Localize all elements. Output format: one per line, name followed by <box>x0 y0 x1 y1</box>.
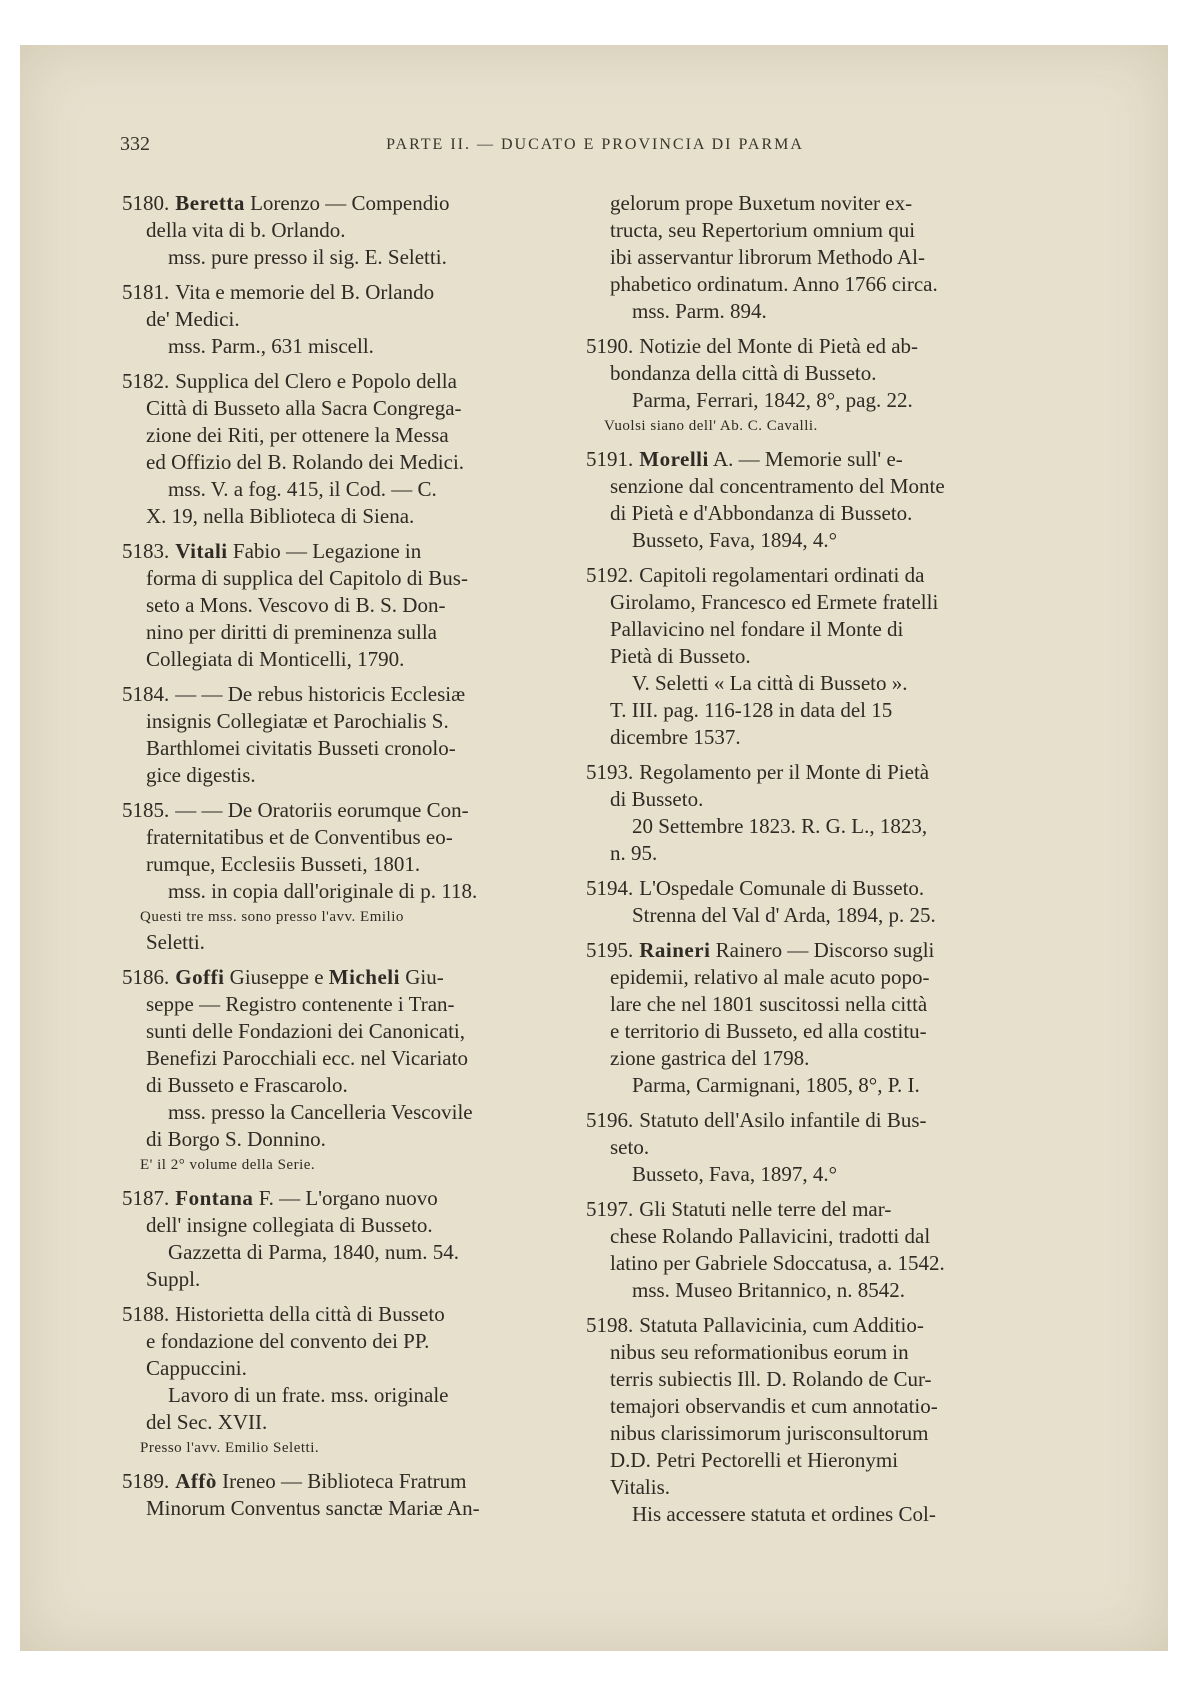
entry-text: Vita e memorie del B. Orlando <box>175 280 435 304</box>
entry-text: Statuta Pallavicinia, cum Additio- <box>639 1313 924 1337</box>
entry-text: di Pietà e d'Abbondanza di Busseto. <box>610 501 913 525</box>
entry-text: Rainero — Discorso sugli <box>715 938 935 962</box>
entry-text: di Borgo S. Donnino. <box>146 1127 326 1151</box>
entry-text: Vuolsi siano dell' Ab. C. Cavalli. <box>604 418 818 434</box>
entry-text: Pallavicino nel fondare il Monte di <box>610 617 904 641</box>
entry-line <box>586 1196 1050 1223</box>
bibliography-entry <box>122 797 552 956</box>
entry-text: zione gastrica del 1798. <box>610 1046 810 1070</box>
left-column <box>122 190 552 1530</box>
entry-text: di Busseto. <box>610 787 704 811</box>
entry-line <box>586 1393 1050 1420</box>
entry-text: zione dei Riti, per ottenere la Messa <box>146 423 449 447</box>
entry-text: dicembre 1537. <box>610 725 741 749</box>
bibliography-entry <box>586 937 1050 1099</box>
bibliography-entry <box>122 368 552 530</box>
entry-line <box>122 1045 552 1072</box>
entry-line <box>586 1161 1050 1188</box>
entry-text: Girolamo, Francesco ed Ermete fratelli <box>610 590 939 614</box>
bibliography-entry <box>122 538 552 673</box>
entry-text: insignis Collegiatæ et Parochialis S. <box>146 709 449 733</box>
entry-line <box>586 527 1050 554</box>
bibliography-entry <box>586 1196 1050 1304</box>
entry-text: Gli Statuti nelle terre del mar- <box>639 1197 892 1221</box>
entry-number: 5198. <box>586 1313 634 1337</box>
entry-text: Parma, Ferrari, 1842, 8°, pag. 22. <box>632 388 913 412</box>
entry-line <box>586 1420 1050 1447</box>
entry-text: mss. Parm., 631 miscell. <box>168 334 374 358</box>
entry-text: Presso l'avv. Emilio Seletti. <box>140 1440 320 1456</box>
bibliography-entry <box>586 562 1050 751</box>
entry-text: Fabio — Legazione in <box>232 539 422 563</box>
entry-text: e territorio di Busseto, ed alla costitu- <box>610 1019 927 1043</box>
entry-text: Busseto, Fava, 1894, 4.° <box>632 528 837 552</box>
running-title: PARTE II. — DUCATO E PROVINCIA DI PARMA <box>386 136 804 153</box>
author-name: Fontana <box>175 1186 254 1210</box>
entry-text: gelorum prope Buxetum noviter ex- <box>610 191 913 215</box>
entry-line <box>586 414 1050 438</box>
entry-text: A. — Memorie sull' e- <box>712 447 903 471</box>
entry-line <box>122 735 552 762</box>
entry-text: Seletti. <box>146 930 205 954</box>
bibliography-entry <box>586 759 1050 867</box>
entry-text: Barthlomei civitatis Busseti cronolo- <box>146 736 456 760</box>
entry-number: 5181. <box>122 280 170 304</box>
entry-line <box>122 333 552 360</box>
author-name: Morelli <box>639 447 709 471</box>
entry-line <box>122 1468 552 1495</box>
entry-line <box>122 1355 552 1382</box>
entry-text: Regolamento per il Monte di Pietà <box>639 760 930 784</box>
entry-line <box>122 1212 552 1239</box>
entry-line <box>122 824 552 851</box>
entry-line <box>122 1409 552 1436</box>
entry-text: — — De Oratoriis eorumque Con- <box>175 798 469 822</box>
entry-number: 5182. <box>122 369 170 393</box>
entry-line <box>586 875 1050 902</box>
entry-line <box>122 503 552 530</box>
entry-line <box>122 1382 552 1409</box>
entry-line <box>122 929 552 956</box>
entry-number: 5197. <box>586 1197 634 1221</box>
entry-line <box>122 1266 552 1293</box>
entry-line <box>586 500 1050 527</box>
entry-text: mss. in copia dall'originale di p. 118. <box>168 879 478 903</box>
entry-line <box>586 298 1050 325</box>
bibliography-entry <box>586 875 1050 929</box>
author-name: Beretta <box>175 191 245 215</box>
entry-line <box>122 708 552 735</box>
entry-text: F. — L'organo nuovo <box>258 1186 438 1210</box>
entry-number: 5183. <box>122 539 170 563</box>
entry-line <box>122 851 552 878</box>
entry-line <box>122 1328 552 1355</box>
entry-text: Giuseppe e <box>229 965 324 989</box>
page-number: 332 <box>120 133 150 155</box>
entry-text: terris subiectis Ill. D. Rolando de Cur- <box>610 1367 932 1391</box>
entry-line <box>586 360 1050 387</box>
entry-line <box>122 190 552 217</box>
entry-line <box>586 1134 1050 1161</box>
entry-number: 5180. <box>122 191 170 215</box>
entry-text: Cappuccini. <box>146 1356 247 1380</box>
author-name: Affò <box>175 1469 217 1493</box>
entry-text: Gazzetta di Parma, 1840, num. 54. <box>168 1240 460 1264</box>
entry-number: 5196. <box>586 1108 634 1132</box>
entry-number: 5190. <box>586 334 634 358</box>
entry-line <box>122 244 552 271</box>
page-header <box>120 133 1070 163</box>
entry-text: nino per diritti di preminenza sulla <box>146 620 438 644</box>
entry-text: Ireneo — Biblioteca Fratrum <box>222 1469 467 1493</box>
entry-number: 5185. <box>122 798 170 822</box>
entry-text: His accessere statuta et ordines Col- <box>632 1502 936 1526</box>
entry-line <box>586 387 1050 414</box>
entry-line <box>586 1474 1050 1501</box>
entry-text: tructa, seu Repertorium omnium qui <box>610 218 916 242</box>
entry-text: seto a Mons. Vescovo di B. S. Don- <box>146 593 446 617</box>
entry-number: 5193. <box>586 760 634 784</box>
scanned-page <box>20 45 1168 1651</box>
bibliography-entry <box>586 1312 1050 1528</box>
entry-line <box>122 681 552 708</box>
entry-line <box>586 1250 1050 1277</box>
entry-text: Città di Busseto alla Sacra Congrega- <box>146 396 462 420</box>
entry-line <box>586 616 1050 643</box>
entry-line <box>586 446 1050 473</box>
bibliography-entry <box>586 190 1050 325</box>
entry-text: Vitalis. <box>610 1475 670 1499</box>
entry-line <box>586 1107 1050 1134</box>
entry-number: 5188. <box>122 1302 170 1326</box>
entry-text: Pietà di Busseto. <box>610 644 751 668</box>
entry-line <box>122 395 552 422</box>
entry-text: E' il 2° volume della Serie. <box>140 1157 316 1173</box>
entry-text: X. 19, nella Biblioteca di Siena. <box>146 504 415 528</box>
entry-line <box>122 1301 552 1328</box>
entry-text: bondanza della città di Busseto. <box>610 361 877 385</box>
bibliography-entry <box>122 1301 552 1460</box>
entry-line <box>586 190 1050 217</box>
author-name: Micheli <box>328 965 400 989</box>
entry-number: 5191. <box>586 447 634 471</box>
entry-line <box>122 422 552 449</box>
entry-line <box>122 1099 552 1126</box>
entry-line <box>122 368 552 395</box>
entry-line <box>122 964 552 991</box>
bibliography-entry <box>586 446 1050 554</box>
author-name: Goffi <box>175 965 225 989</box>
entry-line <box>122 1185 552 1212</box>
entry-line <box>122 538 552 565</box>
entry-text: 20 Settembre 1823. R. G. L., 1823, <box>632 814 928 838</box>
entry-text: gice digestis. <box>146 763 256 787</box>
entry-line <box>586 697 1050 724</box>
entry-text: phabetico ordinatum. Anno 1766 circa. <box>610 272 938 296</box>
entry-text: mss. pure presso il sig. E. Seletti. <box>168 245 447 269</box>
entry-text: chese Rolando Pallavicini, tradotti dal <box>610 1224 931 1248</box>
entry-line <box>122 565 552 592</box>
bibliography-entry <box>122 681 552 789</box>
entry-text: epidemii, relativo al male acuto popo- <box>610 965 930 989</box>
entry-line <box>586 1072 1050 1099</box>
entry-text: n. 95. <box>610 841 658 865</box>
entry-line <box>122 1239 552 1266</box>
entry-text: mss. presso la Cancelleria Vescovile <box>168 1100 473 1124</box>
entry-text: Questi tre mss. sono presso l'avv. Emilio <box>140 909 404 925</box>
entry-text: Minorum Conventus sanctæ Mariæ An- <box>146 1496 480 1520</box>
entry-line <box>122 1495 552 1522</box>
entry-line <box>122 991 552 1018</box>
entry-number: 5186. <box>122 965 170 989</box>
entry-line <box>586 991 1050 1018</box>
entry-text: — — De rebus historicis Ecclesiæ <box>175 682 466 706</box>
entry-line <box>586 724 1050 751</box>
entry-text: latino per Gabriele Sdoccatusa, a. 1542. <box>610 1251 945 1275</box>
entry-number: 5187. <box>122 1186 170 1210</box>
entry-line <box>122 279 552 306</box>
entry-line <box>586 759 1050 786</box>
entry-number: 5195. <box>586 938 634 962</box>
entry-line <box>586 333 1050 360</box>
entry-text: fraternitatibus et de Conventibus eo- <box>146 825 453 849</box>
entry-line <box>586 473 1050 500</box>
entry-line <box>122 762 552 789</box>
entry-line <box>586 1045 1050 1072</box>
entry-line <box>586 670 1050 697</box>
entry-line <box>122 592 552 619</box>
entry-number: 5184. <box>122 682 170 706</box>
entry-line <box>586 1312 1050 1339</box>
entry-text: Statuto dell'Asilo infantile di Bus- <box>639 1108 927 1132</box>
entry-text: nibus clarissimorum jurisconsultorum <box>610 1421 929 1445</box>
entry-number: 5189. <box>122 1469 170 1493</box>
right-column <box>586 190 1050 1536</box>
entry-line <box>122 619 552 646</box>
entry-line <box>586 902 1050 929</box>
entry-text: T. III. pag. 116-128 in data del 15 <box>610 698 893 722</box>
entry-text: del Sec. XVII. <box>146 1410 268 1434</box>
entry-text: di Busseto e Frascarolo. <box>146 1073 348 1097</box>
entry-text: lare che nel 1801 suscitossi nella città <box>610 992 928 1016</box>
entry-text: Giu- <box>405 965 444 989</box>
bibliography-entry <box>586 1107 1050 1188</box>
entry-line <box>586 643 1050 670</box>
entry-line <box>586 813 1050 840</box>
entry-line <box>122 1436 552 1460</box>
entry-line <box>586 786 1050 813</box>
entry-text: Benefizi Parocchiali ecc. nel Vicariato <box>146 1046 468 1070</box>
entry-line <box>586 1223 1050 1250</box>
entry-text: Lorenzo — Compendio <box>250 191 450 215</box>
entry-text: seppe — Registro contenente i Tran- <box>146 992 455 1016</box>
entry-line <box>122 646 552 673</box>
entry-line <box>586 1339 1050 1366</box>
entry-line <box>122 1072 552 1099</box>
entry-line <box>586 1501 1050 1528</box>
entry-text: ibi asservantur librorum Methodo Al- <box>610 245 925 269</box>
entry-text: Collegiata di Monticelli, 1790. <box>146 647 405 671</box>
entry-line <box>586 244 1050 271</box>
entry-line <box>122 306 552 333</box>
entry-text: dell' insigne collegiata di Busseto. <box>146 1213 433 1237</box>
entry-text: L'Ospedale Comunale di Busseto. <box>639 876 925 900</box>
entry-text: Strenna del Val d' Arda, 1894, p. 25. <box>632 903 936 927</box>
entry-text: forma di supplica del Capitolo di Bus- <box>146 566 468 590</box>
entry-text: sunti delle Fondazioni dei Canonicati, <box>146 1019 466 1043</box>
entry-text: de' Medici. <box>146 307 240 331</box>
author-name: Raineri <box>639 938 711 962</box>
entry-text: V. Seletti « La città di Busseto ». <box>632 671 908 695</box>
entry-text: Historietta della città di Busseto <box>175 1302 445 1326</box>
entry-line <box>122 449 552 476</box>
entry-line <box>586 589 1050 616</box>
entry-number: 5192. <box>586 563 634 587</box>
entry-text: mss. Parm. 894. <box>632 299 767 323</box>
entry-line <box>122 1126 552 1153</box>
entry-text: Parma, Carmignani, 1805, 8°, P. I. <box>632 1073 920 1097</box>
author-name: Vitali <box>175 539 228 563</box>
entry-text: Busseto, Fava, 1897, 4.° <box>632 1162 837 1186</box>
entry-text: della vita di b. Orlando. <box>146 218 346 242</box>
entry-text: D.D. Petri Pectorelli et Hieronymi <box>610 1448 899 1472</box>
entry-text: temajori observandis et cum annotatio- <box>610 1394 938 1418</box>
bibliography-entry <box>122 190 552 271</box>
entry-line <box>122 476 552 503</box>
entry-line <box>122 878 552 905</box>
entry-line <box>122 905 552 929</box>
entry-line <box>122 797 552 824</box>
entry-text: rumque, Ecclesiis Busseti, 1801. <box>146 852 421 876</box>
entry-line <box>586 271 1050 298</box>
entry-text: Notizie del Monte di Pietà ed ab- <box>639 334 919 358</box>
bibliography-entry <box>122 1185 552 1293</box>
entry-text: ed Offizio del B. Rolando dei Medici. <box>146 450 465 474</box>
bibliography-entry <box>122 964 552 1177</box>
entry-line <box>586 217 1050 244</box>
entry-text: Suppl. <box>146 1267 201 1291</box>
entry-text: mss. Museo Britannico, n. 8542. <box>632 1278 905 1302</box>
entry-text: seto. <box>610 1135 650 1159</box>
entry-line <box>586 1366 1050 1393</box>
entry-line <box>586 937 1050 964</box>
bibliography-entry <box>586 333 1050 438</box>
entry-text: senzione dal concentramento del Monte <box>610 474 945 498</box>
entry-line <box>122 217 552 244</box>
bibliography-entry <box>122 1468 552 1522</box>
entry-line <box>586 964 1050 991</box>
entry-line <box>586 1018 1050 1045</box>
entry-line <box>586 1447 1050 1474</box>
entry-text: nibus seu reformationibus eorum in <box>610 1340 909 1364</box>
entry-text: e fondazione del convento dei PP. <box>146 1329 430 1353</box>
entry-text: Supplica del Clero e Popolo della <box>175 369 457 393</box>
entry-number: 5194. <box>586 876 634 900</box>
entry-line <box>586 1277 1050 1304</box>
entry-line <box>586 840 1050 867</box>
entry-line <box>586 562 1050 589</box>
entry-line <box>122 1153 552 1177</box>
bibliography-entry <box>122 279 552 360</box>
entry-text: Lavoro di un frate. mss. originale <box>168 1383 449 1407</box>
entry-line <box>122 1018 552 1045</box>
entry-text: mss. V. a fog. 415, il Cod. — C. <box>168 477 437 501</box>
entry-text: Capitoli regolamentari ordinati da <box>639 563 925 587</box>
